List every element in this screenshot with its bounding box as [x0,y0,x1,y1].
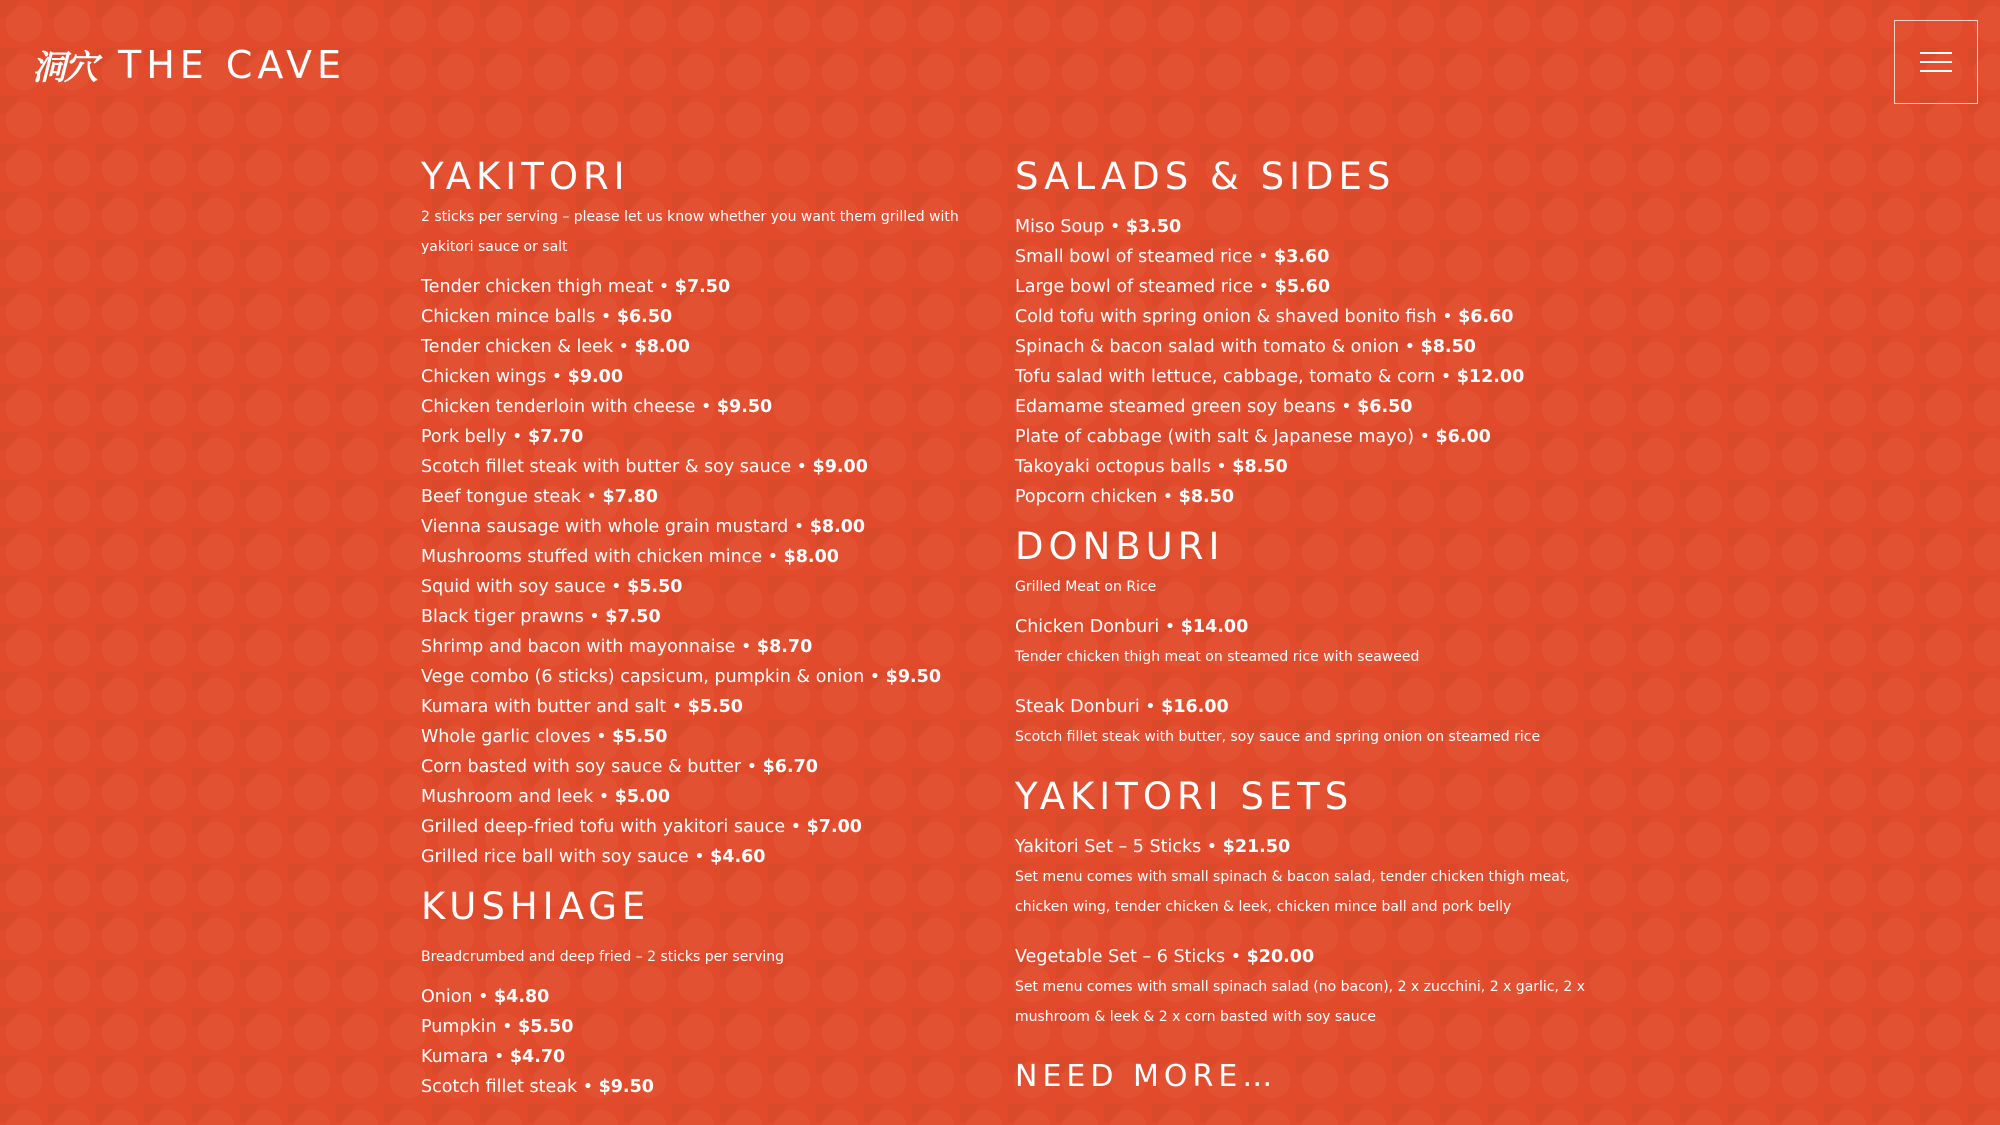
menu-item [421,542,981,572]
section-donburi [1015,522,1615,772]
item-price: $5.50 [687,697,743,717]
hamburger-icon [1920,52,1952,72]
item-name: Scotch fillet steak with butter & soy sauce [421,457,792,477]
separator-dot: • [735,637,757,657]
separator-dot: • [1201,837,1223,857]
separator-dot: • [864,667,886,687]
section-salads [1015,152,1615,512]
item-price: $5.00 [614,787,671,807]
item-price: $6.60 [1458,307,1514,327]
menu-item [421,572,981,602]
item-price: $7.50 [605,607,661,627]
item-price: $14.00 [1180,617,1249,637]
site-logo[interactable] [32,40,346,89]
separator-dot: • [741,757,763,777]
item-price: $9.00 [812,457,868,477]
menu-item [1015,362,1615,392]
separator-dot: • [488,1047,510,1067]
item-price: $4.60 [710,847,766,867]
separator-dot: • [1435,367,1457,387]
section-title: NEED MORE… [1015,1059,1278,1094]
item-price: $8.00 [783,547,839,567]
separator-dot: • [1210,457,1233,477]
menu-list [1015,212,1615,512]
logo-kanji: 洞穴 [32,48,96,88]
spacer [1015,1032,1615,1052]
menu-item [1015,692,1615,722]
separator-dot: • [583,607,606,627]
separator-dot: • [546,367,568,387]
section-kushiage [421,882,981,1102]
logo-name: THE CAVE [118,42,346,87]
item-price: $3.60 [1274,247,1330,267]
item-name: Corn basted with soy sauce & butter [421,757,742,777]
menu-item [421,452,981,482]
section-note: Grilled Meat on Rice [1015,579,1157,595]
separator-dot: • [785,817,807,837]
item-name: Shrimp and bacon with mayonnaise [421,637,736,657]
menu-item [421,302,981,332]
menu-item [421,842,981,872]
item-price: $5.60 [1274,277,1330,297]
item-name: Tender chicken & leek [421,337,614,357]
item-name: Onion [421,987,473,1007]
item-price: $8.50 [1420,337,1476,357]
menu-item [1015,392,1615,422]
item-price: $4.70 [509,1047,566,1067]
section-title: YAKITORI SETS [1015,775,1354,818]
menu-item [421,272,981,302]
section-title: KUSHIAGE [421,885,651,928]
menu-item [421,692,981,722]
separator-dot: • [1335,397,1358,417]
separator-dot: • [1414,427,1436,447]
separator-dot: • [1436,307,1459,327]
item-price: $6.50 [616,307,673,327]
top-bar [0,0,2000,125]
item-name: Tender chicken thigh meat [421,277,654,297]
item-name: Spinach & bacon salad with tomato & onion [1015,337,1400,357]
item-price: $6.50 [1357,397,1413,417]
menu-item [421,752,981,782]
item-name: Large bowl of steamed rice [1015,277,1254,297]
menu-item [421,1042,981,1072]
item-name: Mushroom and leek [421,787,594,807]
separator-dot: • [1139,697,1162,717]
item-description: Set menu comes with small spinach & bacon salad, tender chicken thigh meat, chicken wing, tender chicken & leek, chicken mince ball and pork belly [1015,869,1570,915]
item-price: $9.50 [716,397,773,417]
menu-item [421,482,981,512]
item-price: $8.70 [756,637,813,657]
menu-item [1015,832,1615,862]
item-price: $6.00 [1435,427,1491,447]
item-description: Scotch fillet steak with butter, soy sauce and spring onion on steamed rice [1015,729,1541,745]
menu-item [421,982,981,1012]
item-name: Kumara [421,1047,489,1067]
separator-dot: • [1157,487,1179,507]
separator-dot: • [506,427,528,447]
item-price: $5.50 [627,577,683,597]
separator-dot: • [1399,337,1421,357]
menu-item [421,332,981,362]
item-description: Tender chicken thigh meat on steamed rice with seaweed [1015,649,1420,665]
item-name: Chicken wings [421,367,547,387]
item-price: $5.50 [612,727,668,747]
item-price: $8.00 [634,337,690,357]
menu-list [1015,612,1615,772]
item-price: $8.50 [1232,457,1288,477]
item-name: Cold tofu with spring onion & shaved bonito fish [1015,307,1437,327]
spacer [1015,672,1615,692]
separator-dot: • [666,697,688,717]
section-need-more [1015,1052,1615,1102]
menu-item [421,1012,981,1042]
menu-item [1015,272,1615,302]
item-price: $16.00 [1161,697,1229,717]
menu-item [1015,482,1615,512]
item-name: Pork belly [421,427,507,447]
menu-column-right [1015,152,1615,1102]
section-title: DONBURI [1015,525,1225,568]
separator-dot: • [791,457,813,477]
menu-item [1015,422,1615,452]
separator-dot: • [788,517,810,537]
item-name: Steak Donburi [1015,697,1140,717]
separator-dot: • [695,397,717,417]
menu-item [421,362,981,392]
separator-dot: • [593,787,615,807]
menu-item [1015,332,1615,362]
item-name: Kumara with butter and salt [421,697,667,717]
item-name: Chicken mince balls [421,307,596,327]
item-price: $21.50 [1222,837,1291,857]
item-name: Squid with soy sauce [421,577,606,597]
item-price: $7.70 [527,427,584,447]
item-price: $8.00 [809,517,866,537]
item-name: Chicken Donburi [1015,617,1160,637]
spacer [1015,752,1615,772]
section-note: Breadcrumbed and deep fried – 2 sticks per serving [421,949,785,965]
item-name: Whole garlic cloves [421,727,591,747]
item-description: Set menu comes with small spinach salad (no bacon), 2 x zucchini, 2 x garlic, 2 x mushroom & leek & 2 x corn basted with soy sauce [1015,979,1586,1025]
item-price: $9.50 [598,1077,654,1097]
item-name: Beef tongue steak [421,487,582,507]
item-name: Mushrooms stuffed with chicken mince [421,547,763,567]
menu-item [421,812,981,842]
separator-dot: • [1225,947,1247,967]
item-name: Takoyaki octopus balls [1015,457,1211,477]
item-name: Small bowl of steamed rice [1015,247,1253,267]
section-title: SALADS & SIDES [1015,155,1396,198]
section-note: 2 sticks per serving – please let us know whether you want them grilled with yakitori sauce or salt [421,209,959,255]
item-price: $12.00 [1456,367,1525,387]
item-name: Plate of cabbage (with salt & Japanese mayo) [1015,427,1415,447]
separator-dot: • [595,307,617,327]
item-price: $7.50 [674,277,731,297]
menu-item [421,422,981,452]
item-name: Grilled rice ball with soy sauce [421,847,689,867]
menu-list [1015,832,1615,1052]
menu-item [1015,302,1615,332]
item-name: Edamame steamed green soy beans [1015,397,1336,417]
item-price: $4.80 [493,987,550,1007]
item-name: Pumpkin [421,1017,497,1037]
item-price: $7.00 [806,817,862,837]
menu-item [1015,942,1615,972]
separator-dot: • [496,1017,519,1037]
separator-dot: • [605,577,628,597]
item-name: Scotch fillet steak [421,1077,578,1097]
item-name: Chicken tenderloin with cheese [421,397,696,417]
menu-item [421,1072,981,1102]
section-yakitori [421,152,981,872]
item-price: $8.50 [1178,487,1234,507]
item-name: Yakitori Set – 5 Sticks [1015,837,1202,857]
section-title: YAKITORI [421,155,630,198]
separator-dot: • [577,1077,599,1097]
menu-item [421,662,981,692]
section-yakitori-sets [1015,772,1615,1052]
separator-dot: • [688,847,711,867]
spacer [1015,922,1615,942]
item-name: Miso Soup [1015,217,1105,237]
menu-button[interactable] [1894,20,1978,104]
separator-dot: • [590,727,613,747]
menu-list [421,982,981,1102]
item-name: Grilled deep-fried tofu with yakitori sauce [421,817,786,837]
item-price: $3.50 [1125,217,1182,237]
menu-list [421,272,981,872]
item-name: Vegetable Set – 6 Sticks [1015,947,1226,967]
menu-item [421,632,981,662]
menu-item [421,512,981,542]
item-name: Tofu salad with lettuce, cabbage, tomato & corn [1015,367,1436,387]
menu-item [421,392,981,422]
separator-dot: • [472,987,494,1007]
item-name: Vege combo (6 sticks) capsicum, pumpkin & onion [421,667,865,687]
item-price: $7.80 [602,487,658,507]
menu-item [1015,242,1615,272]
separator-dot: • [1253,277,1275,297]
item-price: $6.70 [762,757,818,777]
menu-item [1015,212,1615,242]
separator-dot: • [1252,247,1275,267]
separator-dot: • [1104,217,1126,237]
item-name: Black tiger prawns [421,607,584,627]
separator-dot: • [653,277,675,297]
separator-dot: • [613,337,635,357]
item-price: $5.50 [518,1017,574,1037]
menu-column-left [421,152,981,1102]
item-price: $9.50 [885,667,942,687]
item-name: Popcorn chicken [1015,487,1158,507]
menu-item [421,782,981,812]
item-price: $9.00 [567,367,624,387]
separator-dot: • [1159,617,1181,637]
menu-item [1015,452,1615,482]
item-price: $20.00 [1246,947,1315,967]
menu-item [421,722,981,752]
item-name: Vienna sausage with whole grain mustard [421,517,789,537]
separator-dot: • [581,487,603,507]
menu-item [1015,612,1615,642]
separator-dot: • [762,547,784,567]
menu-item [421,602,981,632]
